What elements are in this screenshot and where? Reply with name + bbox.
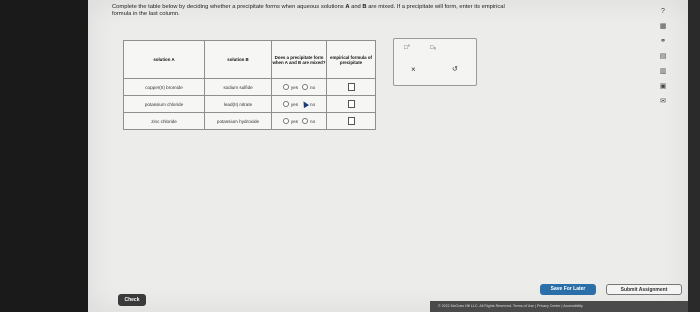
no-label: no bbox=[310, 84, 316, 90]
instructions-b: B bbox=[362, 4, 367, 10]
precipitate-choice bbox=[272, 79, 327, 96]
yes-radio[interactable] bbox=[283, 118, 298, 124]
table-row bbox=[124, 79, 376, 96]
instructions-text-1: Complete the table below by deciding whether a precipitate forms when aqueous solutions bbox=[112, 4, 346, 10]
no-radio[interactable] bbox=[302, 84, 315, 90]
header-empirical-formula: empirical formula of precipitate bbox=[327, 41, 376, 79]
solution-a-cell: potassium chloride bbox=[124, 96, 205, 113]
data-icon[interactable]: ▤ bbox=[659, 53, 667, 60]
solution-b-cell: lead(II) nitrate bbox=[205, 96, 272, 113]
solution-a-cell: copper(II) bromide bbox=[124, 79, 205, 96]
instructions-text-3: formula in the last column. bbox=[112, 11, 180, 17]
yes-radio[interactable] bbox=[283, 84, 298, 90]
no-radio[interactable] bbox=[302, 118, 315, 124]
table-row bbox=[124, 96, 376, 113]
side-toolbar bbox=[656, 8, 670, 106]
solution-b-cell: potassium hydroxide bbox=[205, 113, 272, 130]
formula-tool-panel bbox=[393, 38, 477, 86]
header-precipitate-question: Does a precipitate form when A and B are mixed? bbox=[272, 41, 327, 79]
chart-icon[interactable]: ▥ bbox=[659, 68, 667, 75]
instructions bbox=[112, 4, 632, 18]
precipitate-choice bbox=[272, 113, 327, 130]
instructions-and: and bbox=[349, 4, 363, 10]
subscript-button[interactable]: □₀ bbox=[430, 45, 437, 51]
instructions-a: A bbox=[345, 4, 350, 10]
yes-radio[interactable] bbox=[283, 101, 298, 107]
mail-icon[interactable]: ✉ bbox=[660, 98, 666, 105]
formula-cell bbox=[327, 79, 376, 96]
help-icon[interactable]: ? bbox=[661, 8, 665, 15]
yes-label: yes bbox=[290, 101, 299, 107]
formula-cell bbox=[327, 96, 376, 113]
precipitate-table bbox=[123, 40, 376, 130]
formula-input[interactable] bbox=[348, 117, 355, 125]
clear-button[interactable]: × bbox=[411, 65, 416, 74]
solution-b-cell: sodium sulfide bbox=[205, 79, 272, 96]
reference-icon[interactable]: ▣ bbox=[659, 83, 667, 90]
mouse-cursor-icon bbox=[301, 100, 309, 108]
precipitate-choice bbox=[272, 96, 327, 113]
instructions-text-2: are mixed. If a precipitate will form, enter its empirical bbox=[366, 4, 505, 10]
header-solution-a: solution A bbox=[124, 41, 205, 79]
yes-label: yes bbox=[290, 118, 299, 124]
header-solution-b: solution B bbox=[205, 41, 272, 79]
solution-a-cell: zinc chloride bbox=[124, 113, 205, 130]
window-edge bbox=[688, 0, 700, 312]
formula-cell bbox=[327, 113, 376, 130]
table-row bbox=[124, 113, 376, 130]
yes-label: yes bbox=[290, 84, 299, 90]
submit-assignment-button[interactable]: Submit Assignment bbox=[606, 284, 682, 295]
periodic-table-icon[interactable]: ⚭ bbox=[660, 38, 666, 45]
no-radio[interactable] bbox=[302, 101, 315, 107]
formula-input[interactable] bbox=[348, 100, 355, 108]
check-button[interactable]: Check bbox=[118, 294, 146, 306]
formula-input[interactable] bbox=[348, 83, 355, 91]
save-for-later-button[interactable]: Save For Later bbox=[540, 284, 596, 295]
footer: © 2022 McGraw Hill LLC. All Rights Reserved. Terms of Use | Privacy Center | Accessibility bbox=[430, 301, 688, 312]
undo-button[interactable]: ↺ bbox=[452, 66, 458, 73]
calculator-icon[interactable]: ▦ bbox=[659, 23, 667, 30]
no-label: no bbox=[310, 101, 316, 107]
superscript-button[interactable]: □° bbox=[404, 45, 411, 51]
no-label: no bbox=[310, 118, 316, 124]
